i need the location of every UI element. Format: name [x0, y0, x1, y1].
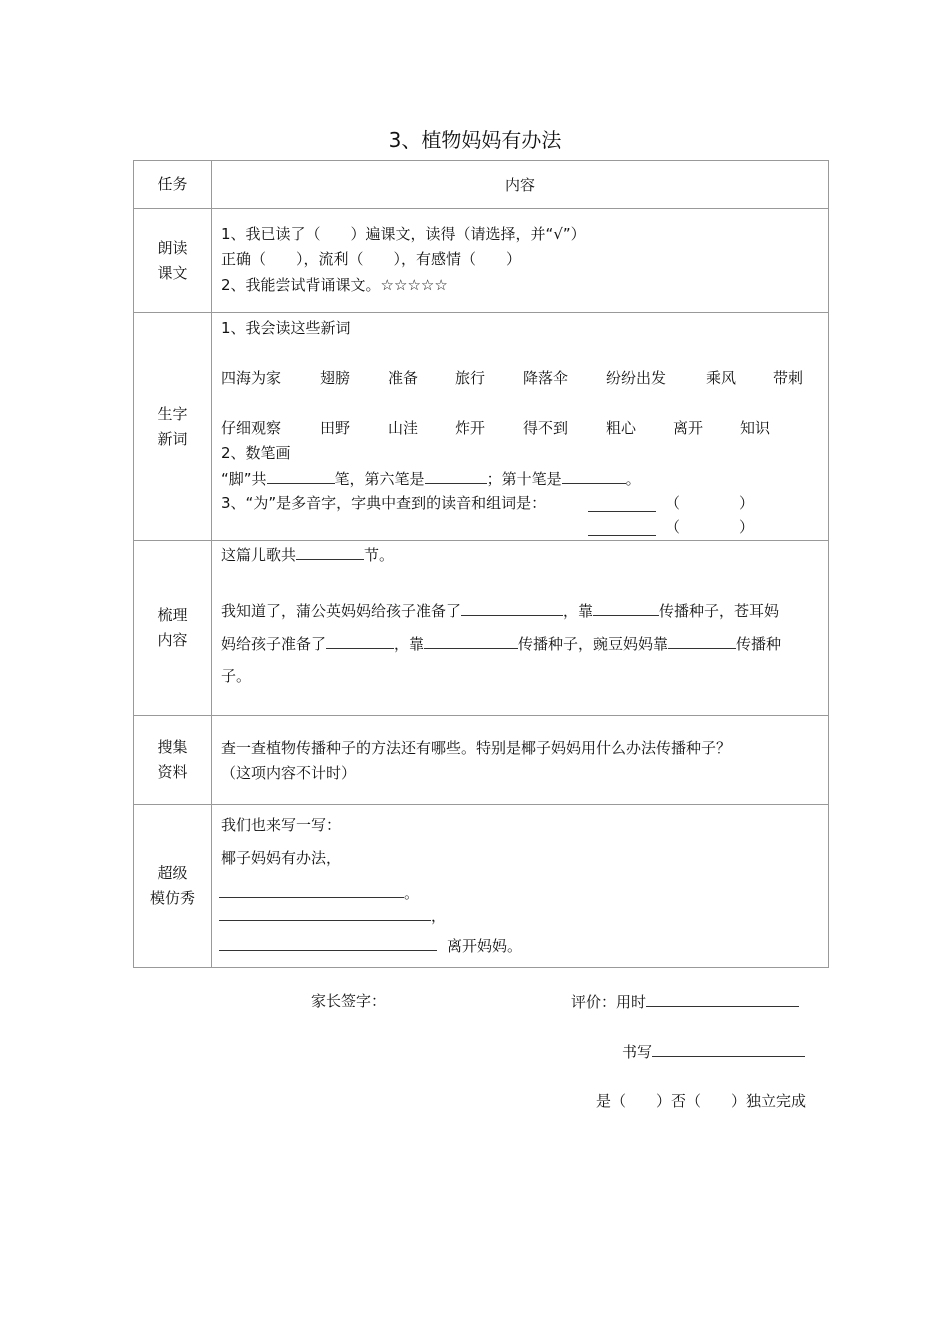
words-task-line2: 新词: [157, 429, 188, 448]
reading-line1: 1、我已读了（ ）遍课文，读得（请选择，并“√”）: [221, 225, 586, 243]
blank-dandelion-prep[interactable]: [461, 599, 563, 616]
reading-content: [212, 209, 829, 313]
sort-task: [134, 541, 212, 716]
blank-reading-1[interactable]: [588, 495, 656, 512]
stroke-line: “脚”共 笔，第六笔是 ；第十笔是 。: [221, 467, 641, 489]
imitate-line1: 我们也来写一写：: [221, 816, 342, 834]
sort-line2: 我知道了，蒲公英妈妈给孩子准备了 ，靠 传播种子，苍耳妈: [221, 599, 779, 621]
collect-line1: 查一查植物传播种子的方法还有哪些。特别是椰子妈妈用什么办法传播种子？: [221, 739, 732, 757]
independent-line: 是（ ）否（ ）独立完成: [596, 1092, 807, 1110]
eval-time-line: 评价：用时: [571, 990, 799, 1012]
word-item: 翅膀: [320, 369, 351, 387]
paren-open: （: [665, 494, 681, 512]
sort-task-line1: 梳理: [157, 606, 188, 624]
word-item: 四海为家: [221, 369, 282, 387]
parent-sign-label: 家长签字：: [311, 992, 387, 1010]
imitate-line2: 椰子妈妈有办法，: [221, 849, 342, 867]
word-item: 得不到: [523, 419, 569, 437]
word-item: 田野: [320, 419, 351, 437]
blank-dandelion-way[interactable]: [593, 599, 659, 616]
reading-line3: 2、我能尝试背诵课文。☆☆☆☆☆: [221, 276, 448, 294]
reading-line2: 正确（ ），流利（ ），有感情（ ）: [221, 250, 522, 268]
collect-task-line2: 资料: [157, 763, 188, 781]
collect-task: [134, 716, 212, 805]
word-item: 降落伞: [523, 369, 569, 387]
word-item: 炸开: [455, 419, 486, 437]
sort-line4: 子。: [221, 667, 252, 685]
blank-tenth-stroke[interactable]: [562, 467, 626, 484]
blank-cocklebur-prep[interactable]: [326, 632, 394, 649]
word-item: 仔细观察: [221, 419, 282, 437]
polyphone-line: 3、“为”是多音字，字典中查到的读音和组词是：: [221, 494, 547, 512]
imitate-line4: ，: [219, 904, 446, 926]
imitate-task-line2: 模仿秀: [149, 889, 195, 907]
header-task: 任务: [134, 161, 212, 209]
blank-sixth-stroke[interactable]: [425, 467, 487, 484]
sort-content: [212, 541, 829, 716]
paren-close: ）: [739, 518, 755, 536]
word-item: 带刺: [773, 369, 804, 387]
writing-line: 书写: [622, 1040, 805, 1062]
imitate-task-line1: 超级: [157, 864, 188, 882]
word-item: 粗心: [606, 419, 637, 437]
word-item: 山洼: [388, 419, 419, 437]
blank-stanza-count[interactable]: [296, 543, 364, 560]
word-item: 乘风: [706, 369, 737, 387]
collect-content: [212, 716, 829, 805]
blank-reading-2[interactable]: [588, 519, 656, 536]
row-reading: [134, 209, 829, 313]
word-item: 离开: [673, 419, 704, 437]
blank-writing[interactable]: [652, 1040, 805, 1057]
word-item: 准备: [388, 369, 419, 387]
blank-cocklebur-way[interactable]: [424, 632, 518, 649]
paren-close: ）: [739, 494, 755, 512]
reading-task-line2: 课文: [157, 263, 188, 282]
header-content: 内容: [212, 161, 829, 209]
collect-task-line1: 搜集: [157, 738, 188, 756]
sort-line1: 这篇儿歌共 节。: [221, 543, 394, 565]
blank-write-1[interactable]: [219, 881, 404, 898]
row-collect: [134, 716, 829, 805]
reading-task-line1: 朗读: [157, 238, 188, 257]
sort-task-line2: 内容: [157, 631, 188, 649]
blank-pea-way[interactable]: [668, 632, 736, 649]
blank-time[interactable]: [646, 990, 799, 1007]
page-title: 3、植物妈妈有办法: [388, 128, 562, 152]
row-sort: [134, 541, 829, 716]
word-item: 知识: [740, 419, 771, 437]
worksheet-table: [133, 160, 829, 968]
words-content: [212, 313, 829, 541]
words-heading: 1、我会读这些新词: [221, 319, 351, 337]
row-imitate: [134, 805, 829, 968]
imitate-line3: 。: [219, 881, 419, 903]
sort-line3: 妈给孩子准备了 ，靠 传播种子，豌豆妈妈靠 传播种: [221, 632, 781, 654]
imitate-line5: 离开妈妈。: [219, 934, 522, 956]
collect-line2: （这项内容不计时）: [221, 764, 357, 782]
words-task: [134, 313, 212, 541]
word-item: 旅行: [455, 369, 486, 387]
imitate-task: [134, 805, 212, 968]
blank-stroke-count[interactable]: [267, 467, 335, 484]
reading-task: [134, 209, 212, 313]
imitate-content: [212, 805, 829, 968]
paren-open: （: [665, 518, 681, 536]
blank-write-3[interactable]: [219, 934, 437, 951]
row-words: [134, 313, 829, 541]
word-item: 纷纷出发: [606, 369, 667, 387]
words-task-line1: 生字: [157, 404, 188, 423]
blank-write-2[interactable]: [219, 904, 431, 921]
stroke-heading: 2、数笔画: [221, 444, 291, 462]
